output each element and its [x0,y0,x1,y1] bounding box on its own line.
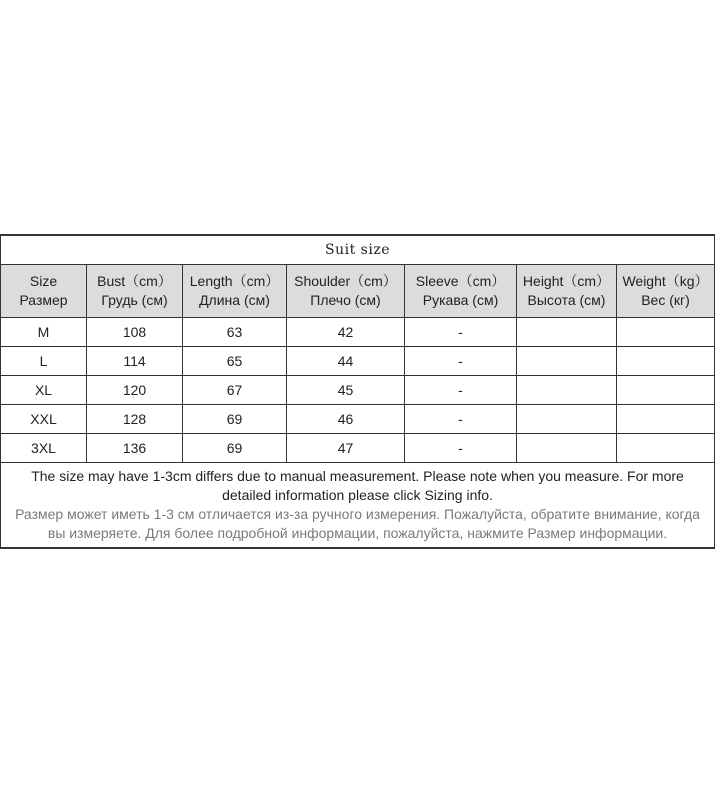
cell-bust: 128 [87,405,183,434]
size-chart [0,234,714,549]
cell-length: 63 [183,318,287,347]
cell-height [517,318,617,347]
header-weight: Weight（kg） Вес (кг) [617,265,715,318]
cell-sleeve: - [405,347,517,376]
cell-length: 65 [183,347,287,376]
header-height: Height（cm） Высота (см) [517,265,617,318]
note-russian: Размер может иметь 1-3 см отличается из-за ручного измерения. Пожалуйста, обратите внимание, когда вы измеряете. Для более подробной информации, пожалуйста, нажмите Размер информации. [15,506,700,541]
measurement-note [1,463,715,549]
cell-bust: 114 [87,347,183,376]
cell-size: 3XL [1,434,87,463]
cell-bust: 136 [87,434,183,463]
cell-size: M [1,318,87,347]
header-bust: Bust（cm） Грудь (см) [87,265,183,318]
cell-shoulder: 46 [287,405,405,434]
cell-shoulder: 44 [287,347,405,376]
cell-weight [617,318,715,347]
header-sleeve: Sleeve（cm） Рукава (см) [405,265,517,318]
header-size: Size Размер [1,265,87,318]
header-row [1,265,715,318]
table-title: Suit size [1,235,715,265]
cell-size: XL [1,376,87,405]
table-row [1,434,715,463]
cell-shoulder: 45 [287,376,405,405]
cell-bust: 120 [87,376,183,405]
cell-sleeve: - [405,434,517,463]
cell-length: 67 [183,376,287,405]
cell-length: 69 [183,434,287,463]
size-table [0,234,715,549]
cell-weight [617,347,715,376]
cell-height [517,347,617,376]
cell-shoulder: 47 [287,434,405,463]
table-row [1,405,715,434]
cell-length: 69 [183,405,287,434]
cell-size: L [1,347,87,376]
cell-weight [617,434,715,463]
cell-sleeve: - [405,318,517,347]
cell-sleeve: - [405,376,517,405]
table-row [1,347,715,376]
table-row [1,376,715,405]
cell-height [517,434,617,463]
cell-sleeve: - [405,405,517,434]
cell-height [517,405,617,434]
table-row [1,318,715,347]
cell-bust: 108 [87,318,183,347]
header-length: Length（cm） Длина (см) [183,265,287,318]
cell-height [517,376,617,405]
header-shoulder: Shoulder（cm） Плечо (см) [287,265,405,318]
cell-size: XXL [1,405,87,434]
cell-shoulder: 42 [287,318,405,347]
cell-weight [617,376,715,405]
cell-weight [617,405,715,434]
note-english: The size may have 1-3cm differs due to manual measurement. Please note when you measure. For more detailed information please click Sizing info. [31,468,684,503]
